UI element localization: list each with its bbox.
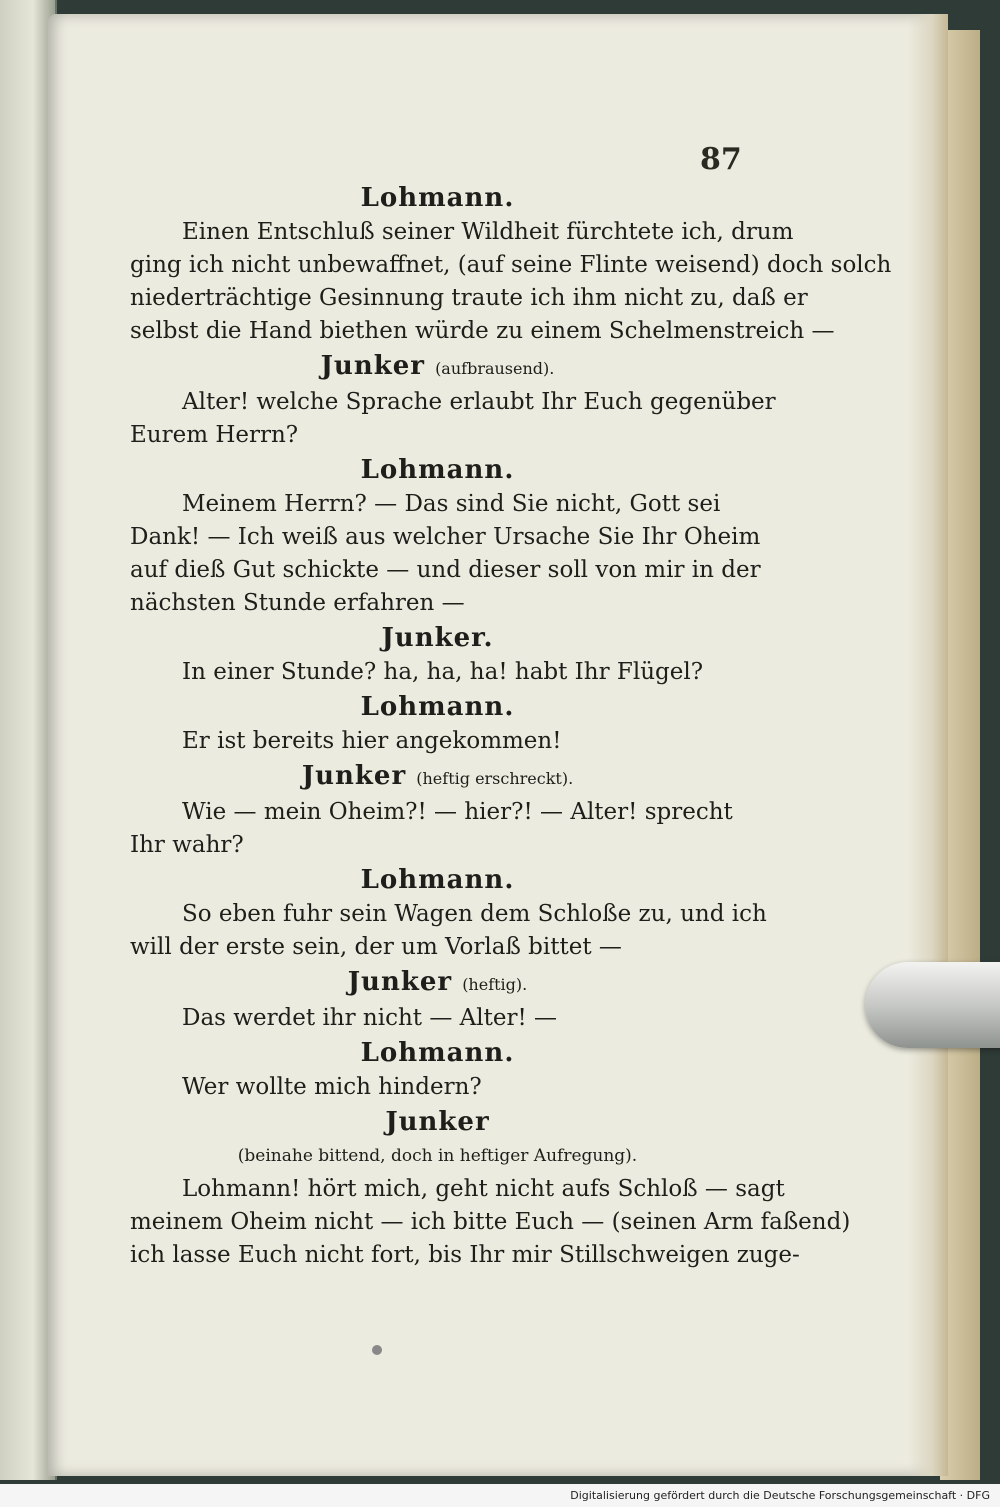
speaker-name — [130, 1106, 745, 1139]
speaker-label: Lohmann. — [360, 692, 515, 722]
speaker-name — [130, 350, 745, 385]
text-line: Ihr wahr? — [130, 832, 244, 858]
speaker-label: Lohmann. — [360, 865, 515, 895]
speaker-name — [130, 966, 745, 1001]
ink-spot — [372, 1345, 382, 1355]
text-line: In einer Stunde? ha, ha, ha! habt Ihr Flügel? — [182, 659, 704, 685]
text-line: Wer wollte mich hindern? — [182, 1074, 482, 1100]
text-line: Das werdet ihr nicht — Alter! — — [182, 1005, 558, 1031]
stage-direction: (heftig). — [462, 975, 528, 994]
speaker-label: Junker — [385, 1107, 490, 1137]
text-line: ging ich nicht unbewaffnet, (auf seine Flinte weisend) doch solch — [130, 252, 892, 278]
speaker-label: Lohmann. — [360, 455, 515, 485]
text-line: Lohmann! hört mich, geht nicht aufs Schloß — sagt — [182, 1176, 785, 1202]
text-line: Eurem Herrn? — [130, 422, 299, 448]
text-line: niederträchtige Gesinnung traute ich ihm nicht zu, daß er — [130, 285, 808, 311]
speaker-name — [130, 454, 745, 487]
stage-direction: (aufbrausend). — [435, 359, 555, 378]
footer-credit: Digitalisierung gefördert durch die Deutsche Forschungsgemeinschaft · DFG — [0, 1484, 1000, 1507]
text-line: Dank! — Ich weiß aus welcher Ursache Sie Ihr Oheim — [130, 524, 761, 550]
speaker-name — [130, 182, 745, 215]
page-number: 87 — [700, 142, 742, 177]
text-line: Meinem Herrn? — Das sind Sie nicht, Gott sei — [182, 491, 721, 517]
speaker-name — [130, 864, 745, 897]
speaker-label: Junker. — [381, 623, 494, 653]
stage-direction: (heftig erschreckt). — [416, 769, 574, 788]
text-line: will der erste sein, der um Vorlaß bittet — — [130, 934, 622, 960]
speaker-name — [130, 760, 745, 795]
text-line: Alter! welche Sprache erlaubt Ihr Euch gegenüber — [182, 389, 776, 415]
text-line: So eben fuhr sein Wagen dem Schloße zu, und ich — [182, 901, 767, 927]
page-text — [130, 180, 892, 1272]
text-line: Er ist bereits hier angekommen! — [182, 728, 562, 754]
text-line: selbst die Hand biethen würde zu einem Schelmenstreich — — [130, 318, 835, 344]
text-line: auf dieß Gut schickte — und dieser soll von mir in der — [130, 557, 761, 583]
text-line: meinem Oheim nicht — ich bitte Euch — (seinen Arm faßend) — [130, 1209, 851, 1235]
speaker-label: Junker — [347, 967, 453, 997]
speaker-label: Junker — [320, 351, 425, 381]
text-line: Einen Entschluß seiner Wildheit fürchtete ich, drum — [182, 219, 794, 245]
speaker-label: Lohmann. — [360, 1038, 515, 1068]
page-clip — [865, 962, 1000, 1048]
text-line: Wie — mein Oheim?! — hier?! — Alter! sprecht — [182, 799, 733, 825]
speaker-label: Lohmann. — [360, 183, 515, 213]
speaker-name — [130, 1037, 745, 1070]
text-line: ich lasse Euch nicht fort, bis Ihr mir Stillschweigen zuge- — [130, 1242, 800, 1268]
text-line: nächsten Stunde erfahren — — [130, 590, 465, 616]
speaker-name — [130, 691, 745, 724]
page-curl-shadow — [908, 14, 948, 1476]
speaker-label: Junker — [301, 761, 407, 791]
stage-direction: (beinahe bittend, doch in heftiger Aufregung). — [237, 1146, 638, 1166]
speaker-name — [130, 622, 745, 655]
